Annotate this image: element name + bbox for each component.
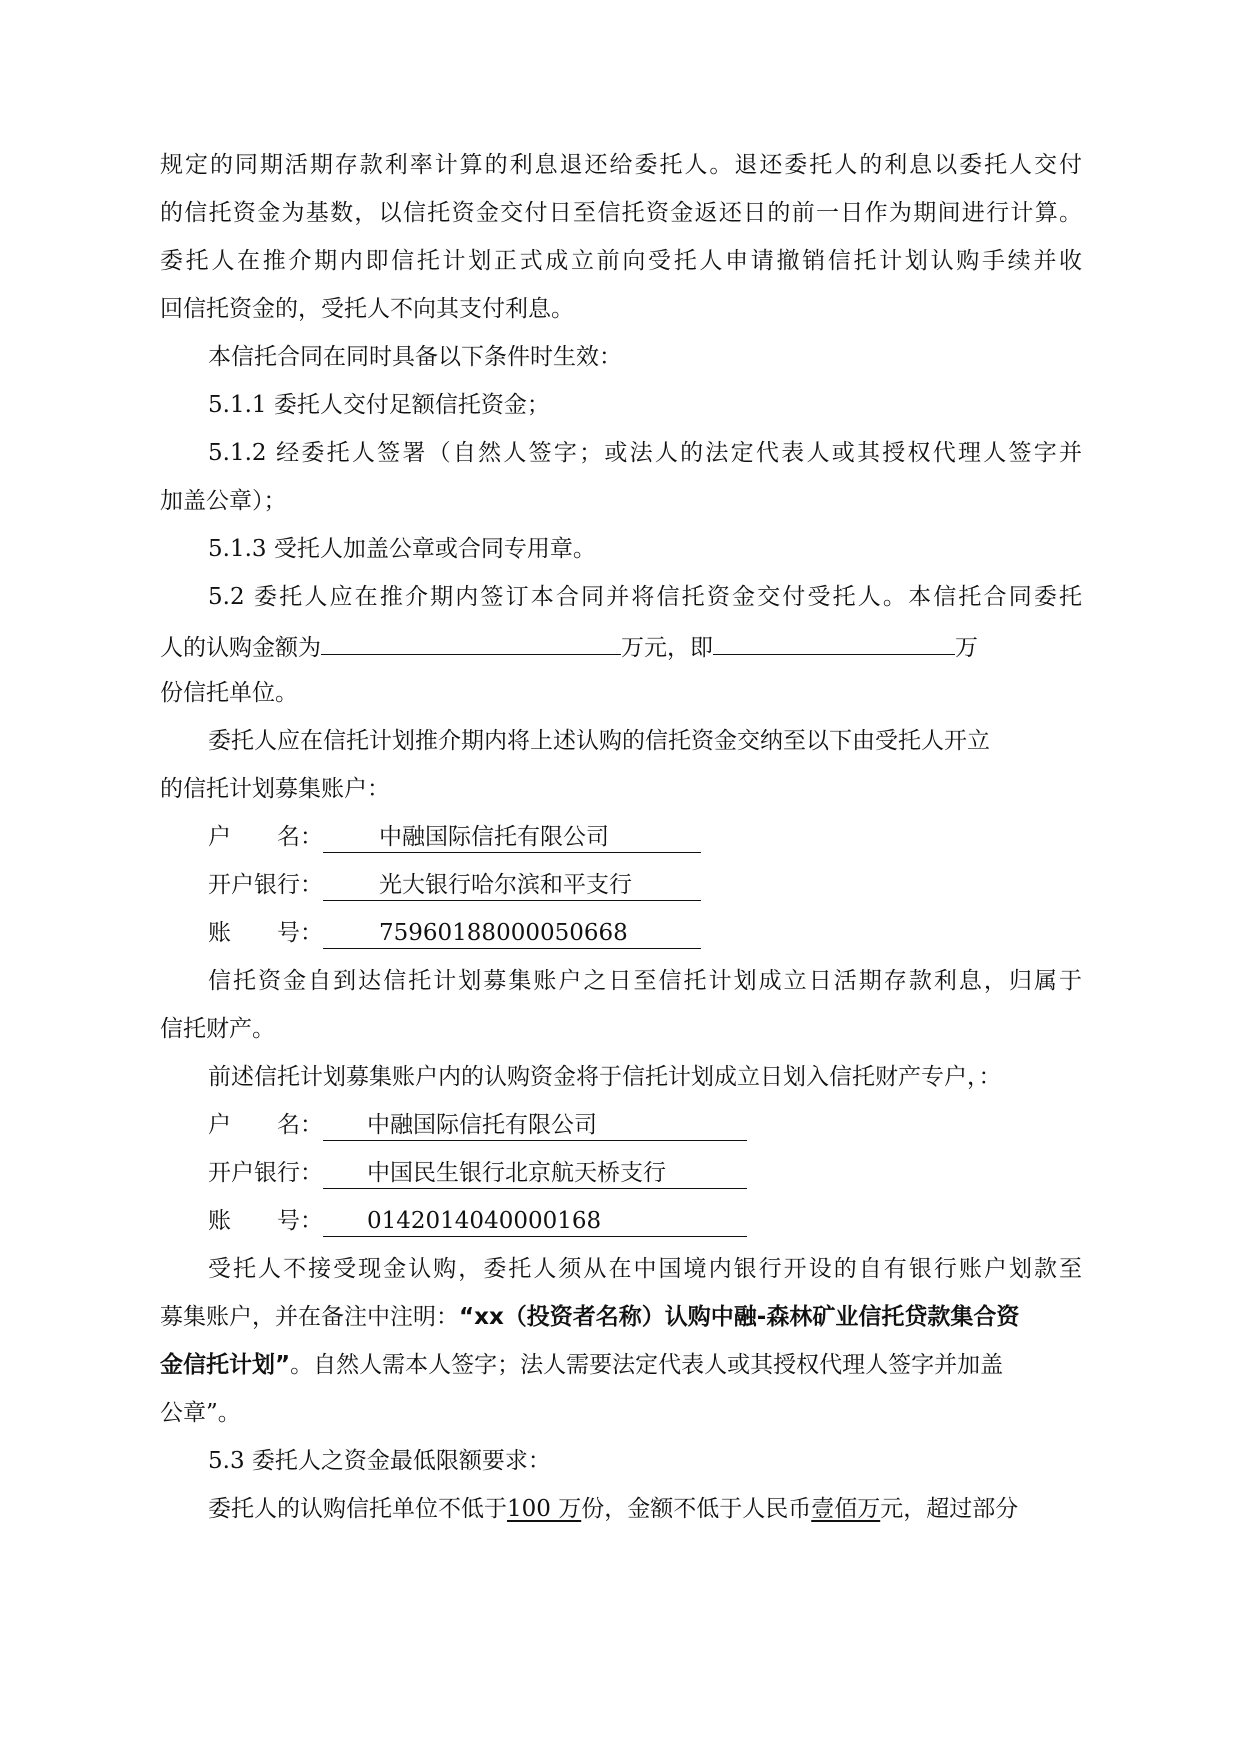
clause-5-1-3: 5.1.3 受托人加盖公章或合同专用章。 — [208, 536, 596, 562]
trust-account-bank: 中国民生银行北京航天桥支行 — [323, 1158, 747, 1189]
paragraph-line: 的信托资金为基数，以信托资金交付日至信托资金返还日的前一日作为期间进行计算。 — [160, 200, 1082, 226]
minimum-amount-label: 份，金额不低于人民币 — [581, 1496, 812, 1522]
clause-5-1-1: 5.1.1 委托人交付足额信托资金； — [208, 392, 550, 418]
subscription-units-suffix: 万 — [955, 635, 978, 661]
raise-account-bank-row — [208, 870, 701, 900]
minimum-amount: 壹佰万 — [811, 1496, 881, 1522]
subscription-amount-blank[interactable] — [321, 630, 621, 655]
raise-account-name: 中融国际信托有限公司 — [323, 822, 701, 853]
clause-5-3: 5.3 委托人之资金最低限额要求： — [208, 1448, 551, 1474]
remark-intro: 募集账户，并在备注中注明： — [160, 1304, 459, 1330]
minimum-units-label: 委托人的认购信托单位不低于 — [208, 1496, 507, 1522]
account-name-label: 户 名： — [208, 1112, 323, 1138]
trust-account-name: 中融国际信托有限公司 — [323, 1110, 747, 1141]
effect-conditions-intro: 本信托合同在同时具备以下条件时生效： — [208, 344, 622, 370]
interest-clause-cont: 信托财产。 — [160, 1016, 275, 1042]
signature-requirement: 。自然人需本人签字；法人需要法定代表人或其授权代理人签字并加盖 — [290, 1352, 1004, 1378]
trust-account-bank-row — [208, 1158, 747, 1188]
raise-account-number: 75960188000050668 — [323, 918, 701, 949]
cash-clause-remark-cont — [160, 1350, 1003, 1380]
clause-5-2: 5.2 委托人应在推介期内签订本合同并将信托资金交付受托人。本信托合同委托 — [208, 584, 1082, 610]
clause-5-1-2: 5.1.2 经委托人签署（自然人签字；或法人的法定代表人或其授权代理人签字并 — [208, 440, 1082, 466]
account-number-label: 账 号： — [208, 920, 323, 946]
paragraph-line: 委托人在推介期内即信托计划正式成立前向受托人申请撤销信托计划认购手续并收 — [160, 248, 1082, 274]
transfer-clause: 前述信托计划募集账户内的认购资金将于信托计划成立日划入信托财产专户，： — [208, 1064, 1002, 1090]
raise-account-intro-cont: 的信托计划募集账户： — [160, 776, 390, 802]
remark-text: “xx（投资者名称）认购中融-森林矿业信托贷款集合资 — [459, 1304, 1020, 1330]
minimum-units: 100 万 — [507, 1496, 582, 1522]
subscription-amount-label: 人的认购金额为 — [160, 635, 321, 661]
remark-text-cont: 金信托计划” — [160, 1352, 291, 1378]
minimum-amount-line — [208, 1494, 1018, 1524]
cash-clause: 受托人不接受现金认购，委托人须从在中国境内银行开设的自有银行账户划款至 — [208, 1256, 1082, 1282]
account-number-label: 账 号： — [208, 1208, 323, 1234]
bank-label: 开户银行： — [208, 1160, 323, 1186]
clause-5-1-2-cont: 加盖公章）； — [160, 488, 287, 514]
raise-account-intro: 委托人应在信托计划推介期内将上述认购的信托资金交纳至以下由受托人开立 — [208, 728, 990, 754]
trust-account-number: 0142014040000168 — [323, 1206, 747, 1237]
paragraph-line: 份信托单位。 — [160, 680, 298, 706]
subscription-amount-line — [160, 630, 978, 660]
trust-account-number-row — [208, 1206, 747, 1236]
raise-account-name-row — [208, 822, 701, 852]
raise-account-number-row — [208, 918, 701, 948]
subscription-units-blank[interactable] — [713, 630, 955, 655]
paragraph-line: 规定的同期活期存款利率计算的利息退还给委托人。退还委托人的利息以委托人交付 — [160, 152, 1082, 178]
cash-clause-remark — [160, 1302, 1019, 1332]
raise-account-bank: 光大银行哈尔滨和平支行 — [323, 870, 701, 901]
paragraph-line: 回信托资金的，受托人不向其支付利息。 — [160, 296, 574, 322]
trust-account-name-row — [208, 1110, 747, 1140]
bank-label: 开户银行： — [208, 872, 323, 898]
account-name-label: 户 名： — [208, 824, 323, 850]
interest-clause: 信托资金自到达信托计划募集账户之日至信托计划成立日活期存款利息，归属于 — [208, 968, 1082, 994]
subscription-units-label: 万元，即 — [621, 635, 713, 661]
paragraph-line: 公章”。 — [160, 1400, 241, 1426]
minimum-amount-suffix: 元，超过部分 — [880, 1496, 1019, 1522]
